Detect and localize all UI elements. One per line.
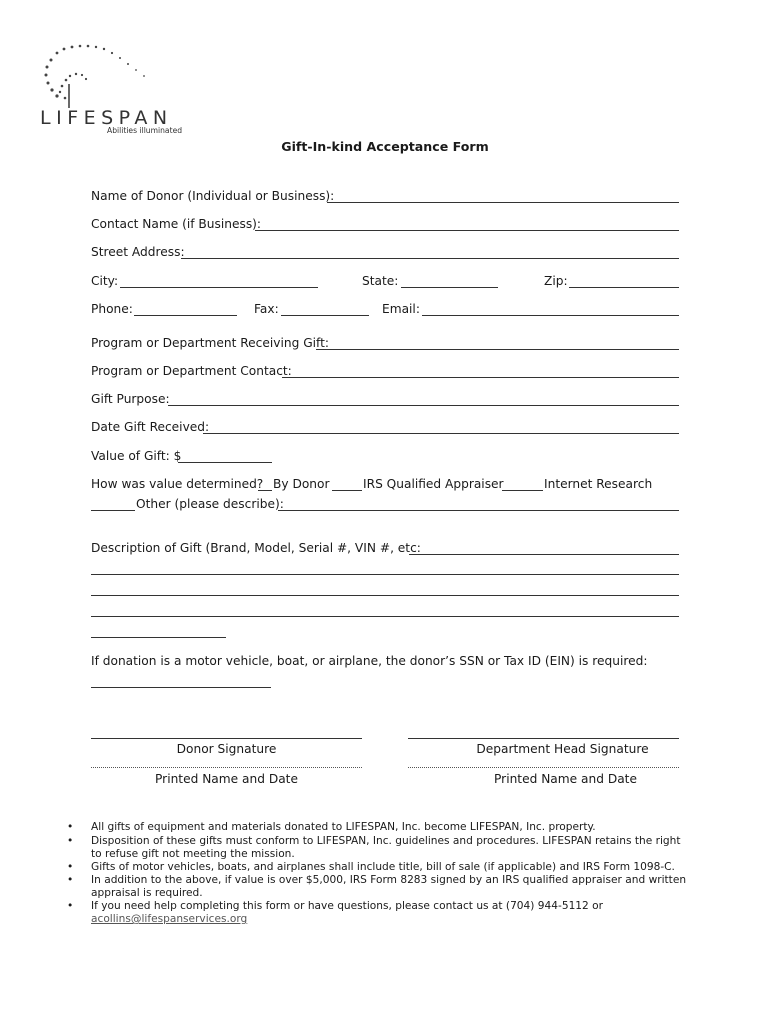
value-label: Value of Gift: $ — [91, 449, 182, 463]
ssn-ein-field[interactable] — [91, 687, 271, 688]
vehicle-note: If donation is a motor vehicle, boat, or airplane, the donor’s SSN or Tax ID (EIN) is required: — [91, 654, 648, 668]
other-blank[interactable] — [91, 510, 135, 511]
description-line-4[interactable] — [91, 616, 679, 617]
value-field[interactable] — [178, 462, 272, 463]
logo-tagline: Abilities illuminated — [107, 126, 183, 135]
program-label: Program or Department Receiving Gift: — [91, 336, 329, 350]
description-field[interactable] — [409, 554, 679, 555]
contact-name-field[interactable] — [255, 230, 679, 231]
date-received-label: Date Gift Received: — [91, 420, 210, 434]
city-field[interactable] — [120, 287, 318, 288]
bullet-icon: • — [67, 874, 74, 886]
list-item: Disposition of these gifts must conform to LIFESPAN, Inc. guidelines and procedures. LIFESPAN retains the right to refuse gift not meeting the mission. — [91, 835, 681, 860]
irs-appraiser-blank[interactable] — [332, 490, 362, 491]
zip-field[interactable] — [569, 287, 679, 288]
list-item: In addition to the above, if value is over $5,000, IRS Form 8283 signed by an IRS qualified appraiser and written appraisal is required. — [91, 874, 687, 899]
program-field[interactable] — [316, 349, 679, 350]
description-line-3[interactable] — [91, 595, 679, 596]
purpose-label: Gift Purpose: — [91, 392, 170, 406]
purpose-field[interactable] — [168, 405, 679, 406]
dept-head-signature-line[interactable] — [408, 738, 679, 739]
description-line-5[interactable] — [91, 637, 226, 638]
donor-name-field[interactable] — [327, 202, 679, 203]
city-label: City: — [91, 274, 119, 288]
logo-swirl-icon — [36, 40, 166, 110]
internet-research-option: Internet Research — [544, 477, 653, 491]
street-field[interactable] — [181, 258, 679, 259]
internet-research-blank[interactable] — [502, 490, 543, 491]
list-item: Gifts of motor vehicles, boats, and airplanes shall include title, bill of sale (if applicable) and IRS Form 1098-C. — [91, 861, 675, 873]
email-field[interactable] — [422, 315, 679, 316]
phone-field[interactable] — [134, 315, 237, 316]
email-label: Email: — [382, 302, 420, 316]
irs-appraiser-option: IRS Qualified Appraiser — [363, 477, 504, 491]
state-label: State: — [362, 274, 399, 288]
description-label: Description of Gift (Brand, Model, Serial #, VIN #, etc: — [91, 541, 421, 555]
donor-printed-name-line[interactable] — [91, 767, 362, 768]
phone-label: Phone: — [91, 302, 133, 316]
donor-signature-label: Donor Signature — [176, 742, 277, 756]
dept-head-signature-label: Department Head Signature — [476, 742, 649, 756]
donor-name-label: Name of Donor (Individual or Business): — [91, 189, 335, 203]
bullet-icon: • — [67, 900, 74, 912]
logo-wordmark: LIFESPAN — [40, 107, 173, 129]
bullet-icon: • — [67, 861, 74, 873]
form-title: Gift-In-kind Acceptance Form — [281, 139, 489, 154]
contact-name-label: Contact Name (if Business): — [91, 217, 262, 231]
street-label: Street Address: — [91, 245, 185, 259]
bullet-icon: • — [67, 821, 74, 833]
contact-email-link[interactable]: acollins@lifespanservices.org — [91, 913, 248, 925]
zip-label: Zip: — [544, 274, 568, 288]
date-received-field[interactable] — [203, 433, 679, 434]
donor-signature-line[interactable] — [91, 738, 362, 739]
valuation-question: How was value determined? — [91, 477, 264, 491]
dept-head-printed-name-line[interactable] — [408, 767, 679, 768]
state-field[interactable] — [401, 287, 498, 288]
dept-head-printed-name-label: Printed Name and Date — [494, 772, 637, 786]
by-donor-option: By Donor — [273, 477, 330, 491]
other-label: Other (please describe): — [136, 497, 284, 511]
fax-field[interactable] — [281, 315, 369, 316]
program-contact-field[interactable] — [282, 377, 679, 378]
description-line-2[interactable] — [91, 574, 679, 575]
program-contact-label: Program or Department Contact: — [91, 364, 292, 378]
list-item: If you need help completing this form or have questions, please contact us at (704) 944-5112 or — [91, 900, 603, 912]
list-item: All gifts of equipment and materials donated to LIFESPAN, Inc. become LIFESPAN, Inc. property. — [91, 821, 596, 833]
fax-label: Fax: — [254, 302, 279, 316]
bullet-icon: • — [67, 835, 74, 847]
donor-printed-name-label: Printed Name and Date — [155, 772, 298, 786]
other-description-field[interactable] — [278, 510, 679, 511]
by-donor-blank[interactable] — [258, 490, 272, 491]
